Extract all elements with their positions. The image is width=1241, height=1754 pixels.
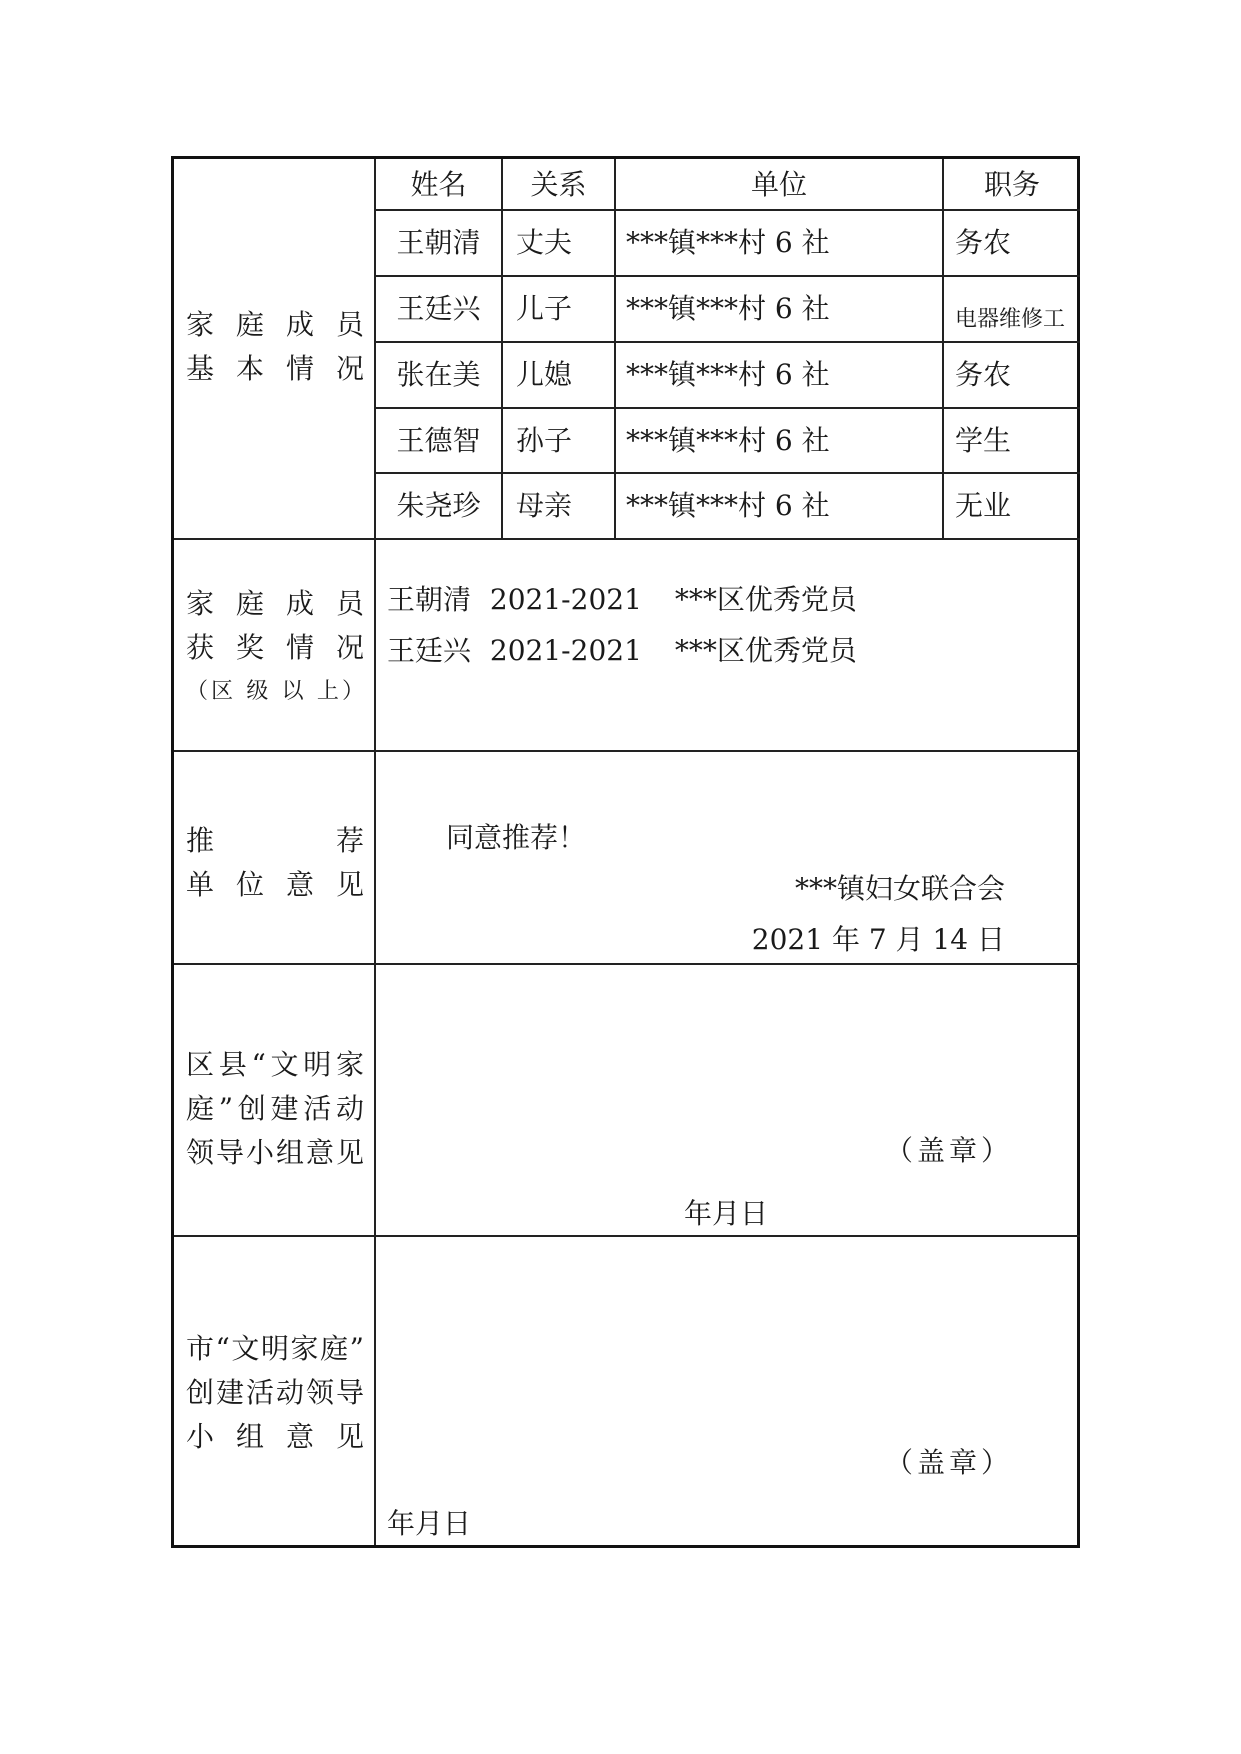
row-divider-4 xyxy=(374,472,1080,474)
member-relation: 儿媳 xyxy=(516,358,573,391)
recommendation-form-table xyxy=(171,156,1080,1548)
member-name: 张在美 xyxy=(396,358,481,391)
award-member-name: 王朝清 xyxy=(387,583,472,616)
member-relation: 丈夫 xyxy=(516,226,573,259)
district-seal: （盖章） xyxy=(884,1134,1013,1167)
city-seal: （盖章） xyxy=(884,1446,1013,1479)
section-divider-district xyxy=(174,963,1080,965)
award-entry xyxy=(387,634,857,668)
member-name: 王德智 xyxy=(396,424,481,457)
section-divider-city xyxy=(174,1235,1080,1237)
label-line: （区 级 以 上） xyxy=(186,679,364,704)
relation-column-divider xyxy=(614,159,616,539)
row-divider-2 xyxy=(374,341,1080,343)
district-label xyxy=(186,1043,364,1175)
header-name: 姓名 xyxy=(410,168,467,201)
member-position: 务农 xyxy=(955,358,1012,391)
row-divider-1 xyxy=(374,275,1080,277)
section-divider-awards xyxy=(174,538,1080,540)
label-line: 家 庭 成 员 xyxy=(186,308,364,341)
label-line: 小 组 意 见 xyxy=(186,1420,364,1453)
award-years: 2021-2021 xyxy=(489,583,642,616)
label-line: 推 荐 xyxy=(186,824,364,857)
member-position: 无业 xyxy=(955,489,1012,522)
recommend-opinion: 同意推荐！ xyxy=(446,821,587,854)
member-unit: ***镇***村 6 社 xyxy=(626,292,830,325)
city-label xyxy=(186,1327,364,1459)
member-position: 电器维修工 xyxy=(955,307,1066,332)
award-entry xyxy=(387,583,857,617)
member-unit: ***镇***村 6 社 xyxy=(626,489,830,522)
recommend-org: ***镇妇女联合会 xyxy=(794,872,1005,905)
label-line: 获 奖 情 况 xyxy=(186,631,364,664)
section-divider-recommend xyxy=(174,750,1080,752)
member-name: 王朝清 xyxy=(396,226,481,259)
label-line: 创建活动领导 xyxy=(186,1376,364,1409)
recommend-date: 2021 年 7 月 14 日 xyxy=(751,923,1005,956)
header-relation: 关系 xyxy=(530,168,587,201)
member-unit: ***镇***村 6 社 xyxy=(626,358,830,391)
family-members-label xyxy=(186,303,364,391)
recommend-label xyxy=(186,819,364,907)
label-line: 家 庭 成 员 xyxy=(186,587,364,620)
name-column-divider xyxy=(501,159,503,539)
member-name: 王廷兴 xyxy=(396,292,481,325)
label-line: 基 本 情 况 xyxy=(186,352,364,385)
member-unit: ***镇***村 6 社 xyxy=(626,226,830,259)
award-title: ***区优秀党员 xyxy=(674,583,857,616)
label-line: 领导小组意见 xyxy=(186,1136,364,1169)
city-date: 年月日 xyxy=(387,1507,472,1540)
member-relation: 孙子 xyxy=(516,424,573,457)
member-position: 学生 xyxy=(955,424,1012,457)
member-unit: ***镇***村 6 社 xyxy=(626,424,830,457)
label-line: 单 位 意 见 xyxy=(186,868,364,901)
header-row-divider xyxy=(374,209,1080,211)
label-line: 市“文明家庭” xyxy=(186,1332,364,1365)
label-line: 区县“文明家 xyxy=(186,1048,364,1081)
row-divider-3 xyxy=(374,407,1080,409)
award-years: 2021-2021 xyxy=(489,634,642,667)
member-position: 务农 xyxy=(955,226,1012,259)
member-relation: 儿子 xyxy=(516,292,573,325)
header-unit: 单位 xyxy=(750,168,807,201)
district-date: 年月日 xyxy=(684,1197,769,1230)
unit-column-divider xyxy=(942,159,944,539)
member-name: 朱尧珍 xyxy=(396,489,481,522)
award-member-name: 王廷兴 xyxy=(387,634,472,667)
header-position: 职务 xyxy=(983,168,1040,201)
member-relation: 母亲 xyxy=(516,489,573,522)
award-title: ***区优秀党员 xyxy=(674,634,857,667)
awards-label xyxy=(186,582,364,714)
label-line: 庭”创建活动 xyxy=(186,1092,364,1125)
